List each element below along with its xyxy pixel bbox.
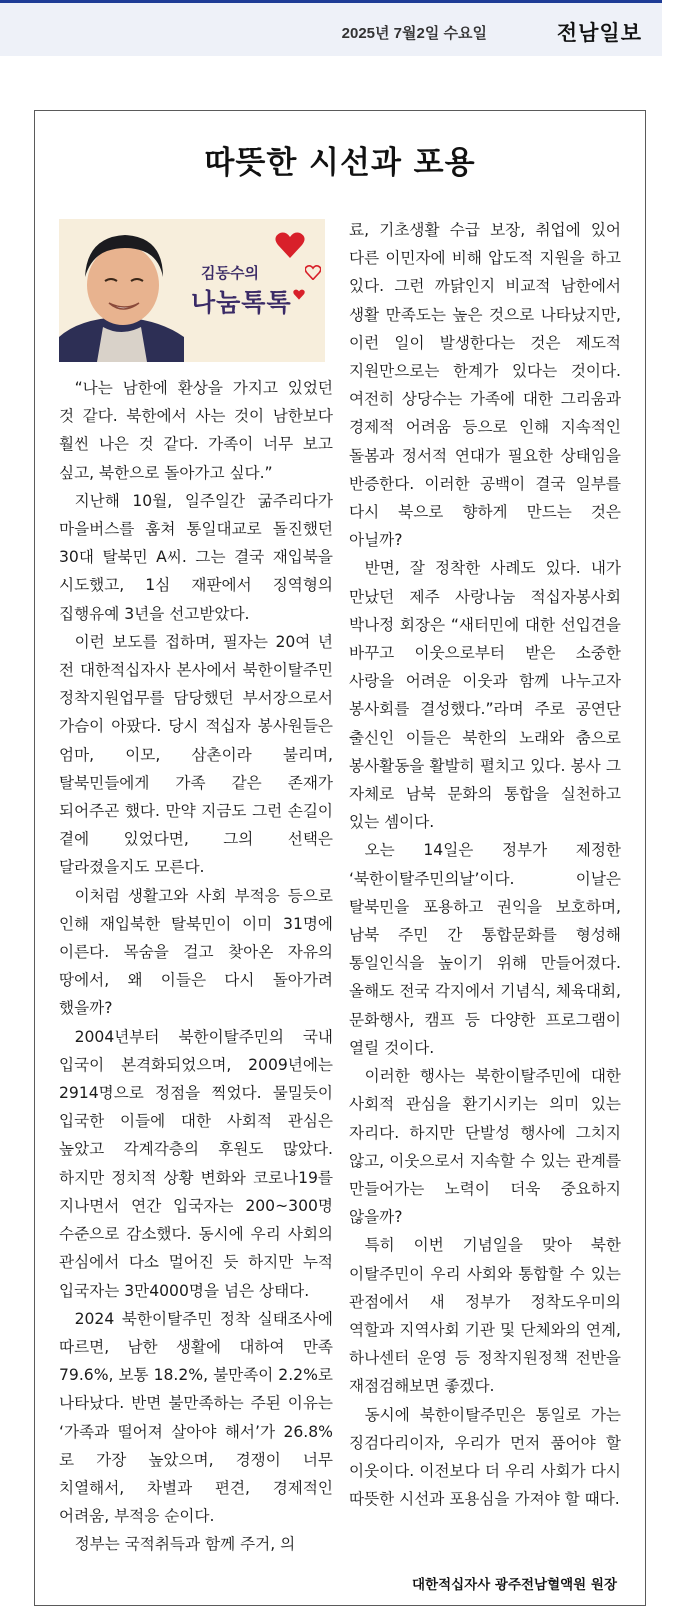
paragraph: 특히 이번 기념일을 맞아 북한 이탈주민이 우리 사회와 통합할 수 있는 관점에서 새 정부가 정착도우미의 역할과 지역사회 기관 및 단체와의 연계, 하나센터 운영 등 정착지원정책 전반을 재점검해보면 좋겠다. (349, 1236, 621, 1396)
author-byline: 대한적십자사 광주전남혈액원 원장 (411, 1577, 617, 1593)
paragraph: 정부는 국적취득과 함께 주거, 의 (74, 1535, 296, 1554)
newspaper-name: 전남일보 (556, 20, 642, 45)
paragraph: 동시에 북한이탈주민은 통일로 가는 징검다리이자, 우리가 먼저 품어야 할 이웃이다. 이전보다 더 우리 사회가 다시 따뜻한 시선과 포용심을 가져야 할 때다. (349, 1405, 621, 1509)
paragraph: 오는 14일은 정부가 제정한 ‘북한이탈주민의날’이다. 이날은 탈북민을 포용하고 권익을 보호하며, 남북 주민 간 통합문화를 형성해 통일인식을 높이기 위해 만들어졌다. 올해도 전국 각지에서 기념식, 체육대회, 문화행사, 캠프 등 다양한 프로그램이 열릴 것이다. (349, 841, 621, 1057)
outline-heart-icon (305, 265, 321, 280)
paragraph: 지난해 10월, 일주일간 굶주리다가 마을버스를 훔쳐 통일대교로 돌진했던 30대 탈북민 A씨. 그는 결국 재입북을 시도했고, 1심 재판에서 징역형의 집행유예 3년을 선고받았다. (59, 491, 333, 623)
heart-icon (275, 231, 305, 259)
small-heart-icon (293, 289, 305, 300)
publication-date: 2025년 7월2일 수요일 (341, 25, 487, 42)
paragraph: 반면, 잘 정착한 사례도 있다. 내가 만났던 제주 사랑나눔 적십자봉사회 박나정 회장은 “새터민에 대한 선입견을 바꾸고 이웃으로부터 받은 소중한 사랑을 어려운 이웃과 함께 나누고자 봉사회를 결성했다.”라며 주로 공연단 출신인 이들은 북한의 노래와 춤으로 봉사활동을 활발히 펼치고 있다. 봉사 그 자체로 남북 문화의 통합을 실천하고 있는 셈이다. (349, 559, 621, 832)
paragraph: 2024 북한이탈주민 정착 실태조사에 따르면, 남한 생활에 대하여 만족 79.6%, 보통 18.2%, 불만족이 2.2%로 나타났다. 반면 불만족하는 주된 이유는 ‘가족과 떨어져 살아야 해서’가 26.8%로 가장 높았으며, 경쟁이 너무 치열해서, 차별과 편견, 경제적인 어려움, 부적응 순이다. (59, 1309, 333, 1526)
paragraph: 이처럼 생활고와 사회 부적응 등으로 인해 재입북한 탈북민이 이미 31명에 이른다. 목숨을 걸고 찾아온 자유의 땅에서, 왜 이들은 다시 돌아가려 했을까? (59, 886, 333, 1018)
article-right-column (349, 216, 621, 1513)
column-series-title: 나눔톡톡 (191, 288, 292, 317)
masthead (0, 0, 662, 56)
paragraph: 이러한 행사는 북한이탈주민에 대한 사회적 관심을 환기시키는 의미 있는 자리다. 하지만 단발성 행사에 그치지 않고, 이웃으로서 지속할 수 있는 관계를 만들어가는 노력이 더욱 중요하지 않을까? (349, 1067, 621, 1227)
column-series-label: 김동수의 (201, 264, 259, 282)
column-photo (59, 219, 325, 362)
article-left-column (59, 374, 333, 1559)
paragraph: “나는 남한에 환상을 가지고 있었던 것 같다. 북한에서 사는 것이 남한보다 훨씬 나은 것 같다. 가족이 너무 보고 싶고, 북한으로 돌아가고 싶다.” (59, 379, 333, 482)
paragraph: 이런 보도를 접하며, 필자는 20여 년 전 대한적십자사 본사에서 북한이탈주민 정착지원업무를 담당했던 부서장으로서 가슴이 아팠다. 당시 적십자 봉사원들은 엄마, 이모, 삼촌이라 불리며, 탈북민들에게 가족 같은 존재가 되어주곤 했다. 만약 지금도 그런 손길이 곁에 있었다면, 그의 선택은 달라졌을지도 모른다. (59, 632, 333, 877)
paragraph-continuation: 료, 기초생활 수급 보장, 취업에 있어 다른 이민자에 비해 압도적 지원을 하고 있다. 그런 까닭인지 비교적 남한에서 생활 만족도는 높은 것으로 나타났지만, 이런 일이 발생한다는 것은 제도적 지원만으로는 한계가 있다는 것이다. 여전히 상당수는 가족에 대한 그리움과 경제적 어려움 등으로 인해 지속적인 돌봄과 정서적 연대가 필요한 상태임을 반증한다. 이러한 공백이 결국 일부를 다시 북으로 향하게 만드는 것은 아닐까? (349, 221, 621, 550)
article-headline: 따뜻한 시선과 포용 (204, 145, 476, 181)
article-box (34, 110, 646, 1606)
paragraph: 2004년부터 북한이탈주민의 국내 입국이 본격화되었으며, 2009년에는 2914명으로 정점을 찍었다. 물밀듯이 입국한 이들에 대한 사회적 관심은 높았고 각계각층의 후원도 많았다. 하지만 정치적 상황 변화와 코로나19를 지나면서 연간 입국자는 200~300명 수준으로 감소했다. 동시에 우리 사회의 관심에서 다소 멀어진 듯 하지만 누적 입국자는 3만4000명을 넘은 상태다. (59, 1027, 333, 1300)
